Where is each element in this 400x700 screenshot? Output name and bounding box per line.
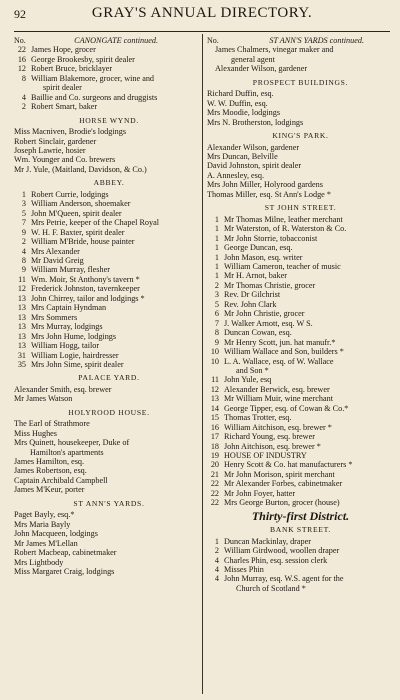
section-heading: PROSPECT BUILDINGS. bbox=[252, 77, 349, 87]
entry-text: Richard Young, esq. brewer bbox=[224, 432, 315, 442]
entry-text: Mr Thomas Christie, grocer bbox=[224, 280, 316, 290]
canongate-list bbox=[14, 45, 204, 111]
entry-text: Robert Currie, lodgings bbox=[31, 189, 109, 199]
entry-text: Thomas Trotter, esq. bbox=[224, 413, 292, 423]
house-number: 3 bbox=[21, 199, 26, 209]
directory-entry: James Hamilton, esq. bbox=[14, 457, 85, 467]
directory-entry bbox=[207, 479, 394, 488]
entry-text: Robert Bruce, bricklayer bbox=[31, 64, 113, 74]
directory-entry: Hamilton's apartments bbox=[30, 447, 104, 457]
house-number: 5 bbox=[21, 208, 26, 218]
page-title: GRAY'S ANNUAL DIRECTORY. bbox=[91, 5, 313, 21]
house-number: 11 bbox=[18, 274, 26, 284]
entry-text: Mr John Morison, spirit merchant bbox=[224, 469, 335, 479]
directory-entry: Joseph Lawrie, hosier bbox=[14, 145, 86, 155]
directory-entry: John Macqueen, lodgings bbox=[14, 529, 98, 539]
house-number: 35 bbox=[17, 359, 26, 369]
directory-entry bbox=[207, 460, 394, 469]
directory-entry bbox=[14, 218, 204, 227]
directory-entry bbox=[207, 234, 394, 243]
directory-entry bbox=[14, 45, 204, 54]
directory-entry bbox=[207, 432, 394, 441]
directory-entry bbox=[14, 360, 204, 369]
entry-text: Mrs George Burton, grocer (house) bbox=[224, 498, 340, 508]
entry-text: W. H. F. Baxter, spirit dealer bbox=[31, 227, 125, 237]
house-number: 16 bbox=[17, 54, 26, 64]
entry-text: Mrs Sommers bbox=[31, 312, 78, 322]
directory-entry bbox=[207, 357, 394, 366]
section-heading: HORSE WYND. bbox=[79, 115, 139, 125]
entry-text: John Mason, esq. writer bbox=[224, 252, 303, 262]
directory-entry bbox=[207, 309, 394, 318]
directory-entry bbox=[207, 423, 394, 432]
palace-yard-list bbox=[14, 385, 204, 404]
directory-entry: Mrs Lightbody bbox=[14, 557, 64, 567]
directory-entry bbox=[207, 489, 394, 498]
directory-entry bbox=[14, 322, 204, 331]
house-number: 22 bbox=[210, 498, 219, 508]
kings-park-list bbox=[207, 143, 394, 200]
st-john-street-list bbox=[207, 215, 394, 508]
holyrood-list bbox=[14, 419, 204, 495]
entry-text: Alexander Berwick, esq. brewer bbox=[224, 384, 330, 394]
entry-text: Frederick Johnston, tavernkeeper bbox=[31, 284, 140, 294]
house-number: 3 bbox=[214, 290, 219, 300]
house-number: 1 bbox=[214, 271, 219, 281]
house-number: 1 bbox=[214, 243, 219, 253]
directory-entry bbox=[207, 375, 394, 384]
house-number: 13 bbox=[17, 303, 26, 313]
no-label: No. bbox=[207, 36, 219, 45]
directory-entry bbox=[14, 237, 204, 246]
directory-entry bbox=[207, 385, 394, 394]
house-number: 1 bbox=[214, 224, 219, 234]
house-number: 5 bbox=[214, 299, 219, 309]
section-heading: KING'S PARK. bbox=[272, 131, 329, 141]
entry-text: J. Walker Arnott, esq. W S. bbox=[224, 318, 313, 328]
house-number: 9 bbox=[21, 227, 26, 237]
house-number: 10 bbox=[210, 347, 219, 357]
house-number: 2 bbox=[21, 102, 26, 112]
section-heading: HOLYROOD HOUSE. bbox=[68, 407, 150, 417]
house-number: 9 bbox=[21, 265, 26, 275]
house-number: 1 bbox=[214, 261, 219, 271]
directory-entry bbox=[207, 224, 394, 233]
directory-entry: Mrs Quinett, housekeeper, Duke of bbox=[14, 438, 130, 448]
entry-text: John Yule, esq bbox=[224, 375, 272, 385]
directory-entry: Miss Margaret Craig, lodgings bbox=[14, 567, 115, 577]
entry-text: William Logie, hairdresser bbox=[31, 350, 119, 360]
directory-entry: Miss Hughes bbox=[14, 428, 57, 438]
entry-text: William Anderson, shoemaker bbox=[31, 199, 131, 209]
directory-entry bbox=[207, 565, 394, 574]
header-rule bbox=[14, 31, 390, 32]
house-number: 4 bbox=[214, 555, 219, 565]
entry-text: Mrs Murray, lodgings bbox=[31, 322, 103, 332]
house-number: 15 bbox=[210, 413, 219, 423]
directory-entry bbox=[14, 74, 204, 83]
directory-entry: Richard Duffin, esq. bbox=[207, 89, 274, 99]
entry-text: Baillie and Co. surgeons and druggists bbox=[31, 92, 158, 102]
directory-entry: James Robertson, esq. bbox=[14, 466, 87, 476]
directory-entry bbox=[207, 319, 394, 328]
house-number: 2 bbox=[214, 280, 219, 290]
st-anns-list bbox=[14, 510, 204, 576]
directory-entry bbox=[14, 256, 204, 265]
house-number: 18 bbox=[210, 441, 219, 451]
directory-entry: The Earl of Strathmore bbox=[14, 419, 90, 429]
directory-entry bbox=[207, 243, 394, 252]
house-number: 19 bbox=[210, 451, 219, 461]
entry-text: HOUSE OF INDUSTRY bbox=[224, 451, 307, 461]
directory-entry bbox=[207, 338, 394, 347]
directory-entry bbox=[14, 64, 204, 73]
directory-entry bbox=[14, 303, 204, 312]
entry-text: Charles Phin, esq. session clerk bbox=[224, 555, 328, 565]
bank-street-list bbox=[207, 537, 394, 594]
prospect-buildings-list bbox=[207, 89, 394, 127]
page-number: 92 bbox=[14, 7, 26, 21]
entry-text: Misses Phin bbox=[224, 565, 264, 575]
directory-entry bbox=[207, 404, 394, 413]
house-number: 2 bbox=[21, 237, 26, 247]
house-number: 4 bbox=[214, 565, 219, 575]
entry-text: William Girdwood, woollen draper bbox=[224, 546, 340, 556]
section-heading: BANK STREET. bbox=[270, 525, 331, 535]
house-number: 13 bbox=[17, 312, 26, 322]
house-number: 1 bbox=[214, 214, 219, 224]
house-number: 8 bbox=[21, 255, 26, 265]
directory-entry bbox=[207, 253, 394, 262]
directory-entry: Wm. Younger and Co. brewers bbox=[14, 155, 116, 165]
directory-entry: Captain Archibald Campbell bbox=[14, 475, 108, 485]
entry-text: Mrs John Sime, spirit dealer bbox=[31, 359, 124, 369]
entry-text: George Brookesby, spirit dealer bbox=[31, 54, 135, 64]
abbey-list bbox=[14, 190, 204, 370]
directory-entry bbox=[207, 281, 394, 290]
directory-entry bbox=[14, 275, 204, 284]
entry-text: William Murray, flesher bbox=[31, 265, 110, 275]
directory-entry bbox=[14, 284, 204, 293]
entry-text: Duncan Mackinlay, draper bbox=[224, 536, 311, 546]
entry-text: Mrs Petrie, keeper of the Chapel Royal bbox=[31, 218, 160, 228]
directory-entry: Robert Macbeap, cabinetmaker bbox=[14, 548, 117, 558]
house-number: 13 bbox=[210, 394, 219, 404]
directory-entry bbox=[207, 271, 394, 280]
directory-entry bbox=[14, 294, 204, 303]
entry-text: Mrs Alexander bbox=[31, 246, 80, 256]
entry-text: James Hope, grocer bbox=[31, 45, 96, 55]
directory-entry bbox=[207, 470, 394, 479]
house-number: 13 bbox=[17, 322, 26, 332]
directory-entry: Mrs Duncan, Belville bbox=[207, 151, 278, 161]
entry-text: Mr Alexander Forbes, cabinetmaker bbox=[224, 479, 343, 489]
directory-entry: Mr James Watson bbox=[14, 394, 73, 404]
house-number: 31 bbox=[17, 350, 26, 360]
entry-text: William Cameron, teacher of music bbox=[224, 261, 341, 271]
directory-entry bbox=[207, 328, 394, 337]
house-number: 22 bbox=[210, 479, 219, 489]
house-number: 4 bbox=[214, 574, 219, 584]
directory-entry: Mrs Maria Bayly bbox=[14, 519, 71, 529]
entry-text: Mrs Captain Hyndman bbox=[31, 303, 107, 313]
horse-wynd-list bbox=[14, 127, 204, 174]
entry-text: Mr Waterston, of R. Waterston & Co. bbox=[224, 224, 347, 234]
house-number: 22 bbox=[210, 488, 219, 498]
entry-text: Duncan Cowan, esq. bbox=[224, 328, 292, 338]
entry-text: Church of Scotland * bbox=[236, 583, 306, 593]
house-number: 13 bbox=[17, 341, 26, 351]
house-number: 13 bbox=[17, 331, 26, 341]
directory-entry bbox=[14, 313, 204, 322]
entry-text: and Son * bbox=[236, 365, 269, 375]
entry-text: Rev. Dr Gilchrist bbox=[224, 290, 281, 300]
directory-entry bbox=[207, 584, 394, 593]
entry-text: Mr John Christie, grocer bbox=[224, 309, 305, 319]
directory-entry bbox=[207, 574, 394, 583]
directory-entry: Mr J. Yule, (Maitland, Davidson, & Co.) bbox=[14, 164, 147, 174]
house-number: 1 bbox=[21, 189, 26, 199]
entry-text: William M'Bride, house painter bbox=[31, 237, 135, 247]
section-heading: ST JOHN STREET. bbox=[264, 203, 337, 213]
directory-entry bbox=[14, 199, 204, 208]
directory-entry bbox=[14, 228, 204, 237]
directory-entry bbox=[207, 394, 394, 403]
house-number: 17 bbox=[210, 432, 219, 442]
house-number: 14 bbox=[210, 403, 219, 413]
entry-text: Mrs John Hume, lodgings bbox=[31, 331, 117, 341]
entry-text: Henry Scott & Co. hat manufacturers * bbox=[224, 460, 353, 470]
house-number: 8 bbox=[21, 73, 26, 83]
directory-entry bbox=[207, 262, 394, 271]
directory-entry: David Johnston, spirit dealer bbox=[207, 161, 302, 171]
entry-text: John Chirrey, tailor and lodgings * bbox=[31, 293, 145, 303]
directory-entry bbox=[207, 413, 394, 422]
directory-entry: Mrs John Miller, Holyrood gardens bbox=[207, 180, 323, 190]
directory-entry: Alexander Wilson, gardener bbox=[215, 64, 308, 74]
house-number: 10 bbox=[210, 356, 219, 366]
st-anns-continued-list bbox=[207, 45, 394, 73]
directory-entry: Mr James M'Lellan bbox=[14, 538, 78, 548]
directory-entry: Alexander Smith, esq. brewer bbox=[14, 384, 112, 394]
entry-text: spirit dealer bbox=[43, 83, 82, 93]
directory-entry bbox=[207, 366, 394, 375]
directory-entry bbox=[207, 215, 394, 224]
house-number bbox=[14, 83, 26, 92]
entry-text: Mr John Foyer, hatter bbox=[224, 488, 296, 498]
directory-entry: Paget Bayly, esq.* bbox=[14, 510, 75, 520]
directory-entry bbox=[207, 556, 394, 565]
entry-text: Wm. Moir, St Anthony's tavern * bbox=[31, 274, 140, 284]
section-heading: ST ANN'S YARDS. bbox=[73, 498, 145, 508]
page-header bbox=[14, 5, 390, 27]
directory-entry bbox=[14, 332, 204, 341]
directory-entry: general agent bbox=[231, 54, 275, 64]
directory-entry: A. Annesley, esq. bbox=[207, 170, 264, 180]
directory-entry bbox=[207, 537, 394, 546]
directory-entry: Mrs Moodie, lodgings bbox=[207, 108, 281, 118]
continued-label: ST ANN'S YARDS continued. bbox=[269, 36, 364, 45]
house-number: 21 bbox=[210, 469, 219, 479]
directory-entry bbox=[14, 93, 204, 102]
entry-text: Mr John Storrie, tobacconist bbox=[224, 233, 318, 243]
entry-text: L. A. Wallace, esq. of W. Wallace bbox=[224, 356, 334, 366]
directory-entry bbox=[14, 102, 204, 111]
entry-text: Rev. John Clark bbox=[224, 299, 277, 309]
house-number: 22 bbox=[17, 45, 26, 55]
house-number: 11 bbox=[211, 375, 219, 385]
entry-text: Robert Smart, baker bbox=[31, 102, 98, 112]
directory-entry: Miss Macniven, Brodie's lodgings bbox=[14, 127, 127, 137]
directory-entry: Alexander Wilson, gardener bbox=[207, 142, 300, 152]
entry-text: Mr David Greig bbox=[31, 255, 84, 265]
section-heading: PALACE YARD. bbox=[78, 373, 140, 383]
directory-entry bbox=[14, 83, 204, 92]
entry-text: George Tipper, esq. of Cowan & Co.* bbox=[224, 403, 349, 413]
house-number: 7 bbox=[21, 218, 26, 228]
house-number: 13 bbox=[17, 293, 26, 303]
directory-entry bbox=[14, 55, 204, 64]
house-number: 20 bbox=[210, 460, 219, 470]
entry-text: John M'Queen, spirit dealer bbox=[31, 208, 122, 218]
entry-text: John Aitchison, esq. brewer * bbox=[224, 441, 321, 451]
directory-entry bbox=[207, 347, 394, 356]
entry-text: William Blakemore, grocer, wine and bbox=[31, 73, 155, 83]
house-number: 9 bbox=[214, 337, 219, 347]
directory-entry bbox=[14, 341, 204, 350]
house-number bbox=[207, 366, 219, 375]
directory-entry bbox=[207, 300, 394, 309]
entry-text: Mr Henry Scott, jun. hat manufr.* bbox=[224, 337, 336, 347]
left-column-head bbox=[14, 36, 204, 45]
entry-text: William Hogg, tailor bbox=[31, 341, 100, 351]
house-number: 12 bbox=[17, 64, 26, 74]
directory-entry bbox=[207, 451, 394, 460]
directory-entry: W. W. Duffin, esq. bbox=[207, 98, 268, 108]
house-number: 16 bbox=[210, 422, 219, 432]
directory-entry bbox=[14, 209, 204, 218]
house-number: 6 bbox=[214, 309, 219, 319]
directory-entry bbox=[207, 546, 394, 555]
entry-text: Mr Thomas Milne, leather merchant bbox=[224, 214, 343, 224]
house-number: 4 bbox=[21, 92, 26, 102]
entry-text: George Duncan, esq. bbox=[224, 243, 293, 253]
entry-text: John Murray, esq. W.S. agent for the bbox=[224, 574, 344, 584]
entry-text: William Wallace and Son, builders * bbox=[224, 347, 344, 357]
house-number: 12 bbox=[17, 284, 26, 294]
directory-entry: James Chalmers, vinegar maker and bbox=[215, 45, 334, 55]
house-number: 12 bbox=[210, 384, 219, 394]
directory-entry bbox=[14, 351, 204, 360]
right-column bbox=[207, 36, 394, 593]
directory-entry bbox=[207, 290, 394, 299]
directory-entry: James M'Keur, porter bbox=[14, 485, 85, 495]
directory-entry bbox=[14, 265, 204, 274]
no-label: No. bbox=[14, 36, 26, 45]
section-heading: ABBEY. bbox=[93, 178, 125, 188]
entry-text: Mr H. Arnot, baker bbox=[224, 271, 287, 281]
house-number: 1 bbox=[214, 252, 219, 262]
house-number bbox=[207, 584, 219, 593]
house-number: 2 bbox=[214, 546, 219, 556]
house-number: 4 bbox=[21, 246, 26, 256]
entry-text: Mr William Muir, wine merchant bbox=[224, 394, 334, 404]
directory-entry bbox=[207, 498, 394, 507]
directory-entry: Mrs N. Brotherston, lodgings bbox=[207, 117, 304, 127]
continued-label: CANONGATE continued. bbox=[74, 36, 158, 45]
directory-entry bbox=[207, 442, 394, 451]
house-number: 1 bbox=[214, 233, 219, 243]
left-column bbox=[14, 36, 204, 576]
house-number: 8 bbox=[214, 328, 219, 338]
directory-entry bbox=[14, 190, 204, 199]
directory-entry: Robert Sinclair, gardener bbox=[14, 136, 97, 146]
house-number: 1 bbox=[214, 536, 219, 546]
directory-entry bbox=[14, 247, 204, 256]
district-heading: Thirty-first District. bbox=[251, 508, 350, 523]
entry-text: William Aitchison, esq. brewer * bbox=[224, 422, 332, 432]
house-number: 7 bbox=[214, 318, 219, 328]
directory-entry: Thomas Miller, esq. St Ann's Lodge * bbox=[207, 189, 331, 199]
right-column-head bbox=[207, 36, 394, 45]
